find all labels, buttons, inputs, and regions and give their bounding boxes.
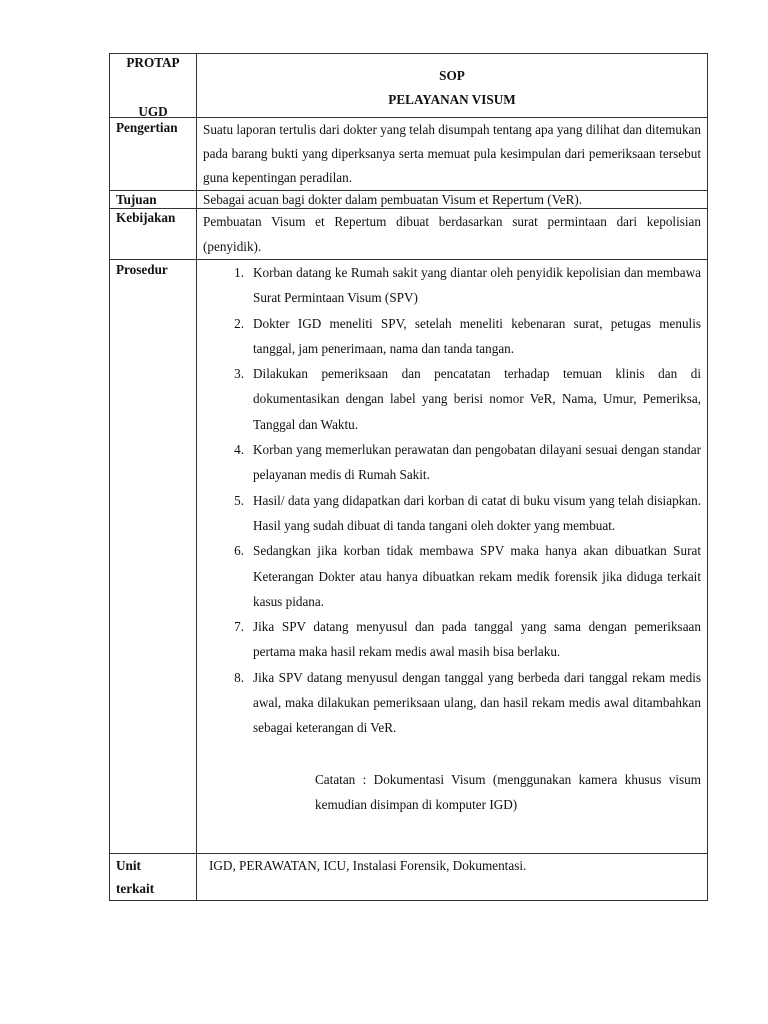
list-item: [221, 614, 701, 665]
list-item: [221, 361, 701, 437]
step-number: 4.: [234, 442, 244, 458]
list-item: [221, 260, 701, 311]
prosedur-note: Catatan : Dokumentasi Visum (menggunakan kamera khusus visum kemudian disimpan di komputer IGD): [315, 771, 701, 812]
prosedur-content: [197, 260, 708, 854]
list-item: [221, 437, 701, 488]
kebijakan-label: Kebijakan: [110, 209, 197, 260]
unit-terkait-row: [110, 854, 708, 901]
step-number: 6.: [234, 543, 244, 559]
tujuan-label: Tujuan: [110, 191, 197, 209]
header-left-cell: [110, 54, 197, 118]
unit-terkait-label-line1: Unit: [116, 858, 141, 873]
step-text: Jika SPV datang menyusul dengan tanggal yang berbeda dari tanggal rekam medis awal, maka dilakukan pemeriksaan ulang, dan hasil rekam medis awal ditambahkan sebagai keterangan di VeR.: [253, 669, 701, 736]
step-number: 3.: [234, 366, 244, 382]
header-row: [110, 54, 708, 118]
sop-label: SOP: [439, 68, 465, 83]
step-text: Jika SPV datang menyusul dan pada tanggal yang sama dengan pemeriksaan pertama maka hasil rekam medis awal masih bisa berlaku.: [253, 619, 701, 660]
list-item: [221, 538, 701, 614]
kebijakan-text: Pembuatan Visum et Repertum dibuat berdasarkan surat permintaan dari kepolisian (penyidik).: [197, 209, 708, 260]
list-item: [221, 311, 701, 362]
step-number: 2.: [234, 315, 244, 331]
sop-table: [109, 53, 708, 901]
prosedur-steps: [197, 260, 707, 741]
step-number: 5.: [234, 492, 244, 508]
step-number: 7.: [234, 619, 244, 635]
unit-terkait-text: IGD, PERAWATAN, ICU, Instalasi Forensik, Dokumentasi.: [197, 854, 708, 901]
step-text: Sedangkan jika korban tidak membawa SPV maka hanya akan dibuatkan Surat Keterangan Dokter atau hanya dibuatkan rekam medik forensik jika diduga terkait kasus pidana.: [253, 543, 701, 609]
unit-terkait-label: [110, 854, 197, 901]
step-number: 1.: [234, 265, 244, 280]
list-item: [221, 488, 701, 539]
tujuan-row: [110, 191, 708, 209]
step-text: Dokter IGD meneliti SPV, setelah meneliti kebenaran surat, petugas menulis tanggal, jam penerimaan, nama dan tanda tangan.: [253, 315, 701, 356]
pengertian-row: [110, 118, 708, 191]
unit-terkait-label-line2: terkait: [116, 881, 155, 896]
document-title: PELAYANAN VISUM: [388, 92, 516, 107]
kebijakan-row: [110, 209, 708, 260]
prosedur-row: [110, 260, 708, 854]
step-text: Hasil/ data yang didapatkan dari korban di catat di buku visum yang telah disiapkan. Hasil yang sudah dibuat di tanda tangani oleh dokter yang membuat.: [253, 492, 701, 533]
prosedur-label: Prosedur: [110, 260, 197, 854]
protap-label: PROTAP: [126, 55, 180, 70]
step-text: Dilakukan pemeriksaan dan pencatatan terhadap temuan klinis dan di dokumentasikan dengan label yang berisi nomor VeR, Nama, Umur, Pemeriksa, Tanggal dan Waktu.: [253, 366, 701, 432]
step-number: 8.: [234, 669, 244, 685]
header-right-cell: [197, 54, 708, 118]
list-item: [221, 665, 701, 741]
pengertian-text: Suatu laporan tertulis dari dokter yang telah disumpah tentang apa yang dilihat dan ditemukan pada barang bukti yang diperksanya serta memuat pula kesimpulan dari pemeriksaan tersebut guna kepentingan peradilan.: [197, 118, 708, 191]
unit-label: UGD: [138, 104, 168, 119]
step-text: Korban yang memerlukan perawatan dan pengobatan dilayani sesuai dengan standar pelayanan medis di Rumah Sakit.: [253, 442, 701, 483]
tujuan-text: Sebagai acuan bagi dokter dalam pembuatan Visum et Repertum (VeR).: [197, 191, 708, 209]
pengertian-label: Pengertian: [110, 118, 197, 191]
step-text: Korban datang ke Rumah sakit yang diantar oleh penyidik kepolisian dan membawa Surat Permintaan Visum (SPV): [253, 265, 701, 306]
